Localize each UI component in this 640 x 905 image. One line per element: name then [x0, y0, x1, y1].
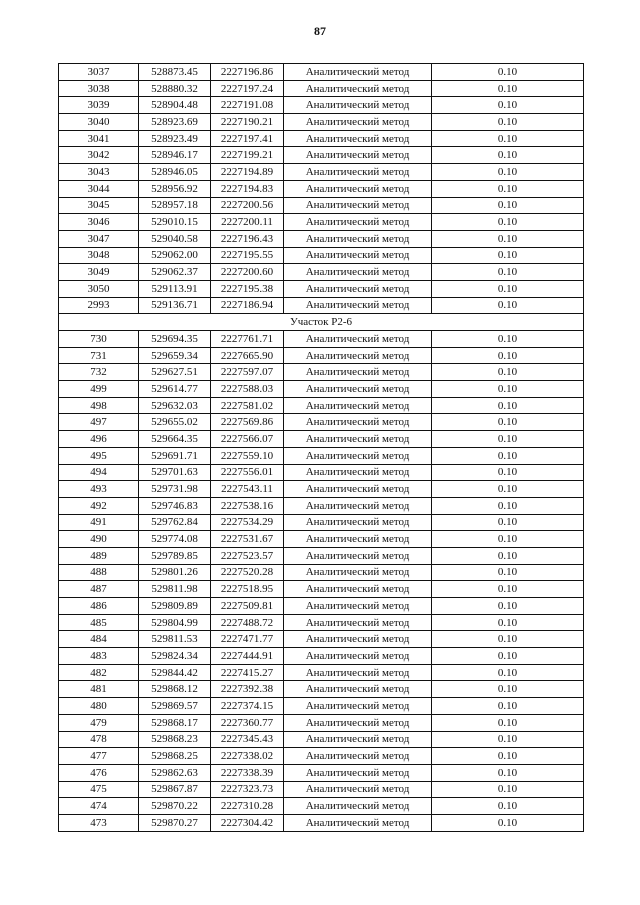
table-row — [59, 364, 584, 381]
point-number-cell: 479 — [59, 714, 139, 731]
x-coordinate-cell: 529010.15 — [139, 214, 211, 231]
y-coordinate-cell: 2227196.86 — [211, 64, 284, 81]
method-cell: Аналитический метод — [284, 497, 432, 514]
method-cell: Аналитический метод — [284, 364, 432, 381]
y-coordinate-cell: 2227197.24 — [211, 80, 284, 97]
accuracy-cell: 0.10 — [432, 631, 584, 648]
method-cell: Аналитический метод — [284, 397, 432, 414]
x-coordinate-cell: 528946.05 — [139, 164, 211, 181]
point-number-cell: 484 — [59, 631, 139, 648]
x-coordinate-cell: 529811.53 — [139, 631, 211, 648]
table-row — [59, 598, 584, 615]
x-coordinate-cell: 529774.08 — [139, 531, 211, 548]
accuracy-cell: 0.10 — [432, 297, 584, 314]
point-number-cell: 3050 — [59, 280, 139, 297]
method-cell: Аналитический метод — [284, 280, 432, 297]
table-row — [59, 164, 584, 181]
accuracy-cell: 0.10 — [432, 164, 584, 181]
table-row — [59, 748, 584, 765]
y-coordinate-cell: 2227194.83 — [211, 180, 284, 197]
method-cell: Аналитический метод — [284, 381, 432, 398]
x-coordinate-cell: 528923.69 — [139, 114, 211, 131]
point-number-cell: 732 — [59, 364, 139, 381]
x-coordinate-cell: 529804.99 — [139, 614, 211, 631]
method-cell: Аналитический метод — [284, 331, 432, 348]
y-coordinate-cell: 2227191.08 — [211, 97, 284, 114]
y-coordinate-cell: 2227200.60 — [211, 264, 284, 281]
y-coordinate-cell: 2227581.02 — [211, 397, 284, 414]
y-coordinate-cell: 2227338.39 — [211, 764, 284, 781]
accuracy-cell: 0.10 — [432, 397, 584, 414]
point-number-cell: 477 — [59, 748, 139, 765]
method-cell: Аналитический метод — [284, 714, 432, 731]
point-number-cell: 485 — [59, 614, 139, 631]
y-coordinate-cell: 2227509.81 — [211, 598, 284, 615]
accuracy-cell: 0.10 — [432, 431, 584, 448]
table-row — [59, 230, 584, 247]
y-coordinate-cell: 2227471.77 — [211, 631, 284, 648]
method-cell: Аналитический метод — [284, 681, 432, 698]
accuracy-cell: 0.10 — [432, 698, 584, 715]
x-coordinate-cell: 529113.91 — [139, 280, 211, 297]
x-coordinate-cell: 529868.25 — [139, 748, 211, 765]
point-number-cell: 3045 — [59, 197, 139, 214]
x-coordinate-cell: 529809.89 — [139, 598, 211, 615]
method-cell: Аналитический метод — [284, 648, 432, 665]
y-coordinate-cell: 2227310.28 — [211, 798, 284, 815]
table-row — [59, 447, 584, 464]
accuracy-cell: 0.10 — [432, 114, 584, 131]
accuracy-cell: 0.10 — [432, 264, 584, 281]
table-row — [59, 798, 584, 815]
point-number-cell: 731 — [59, 347, 139, 364]
table-row — [59, 297, 584, 314]
x-coordinate-cell: 529868.12 — [139, 681, 211, 698]
method-cell: Аналитический метод — [284, 230, 432, 247]
table-row — [59, 197, 584, 214]
method-cell: Аналитический метод — [284, 481, 432, 498]
x-coordinate-cell: 529801.26 — [139, 564, 211, 581]
point-number-cell: 478 — [59, 731, 139, 748]
method-cell: Аналитический метод — [284, 130, 432, 147]
method-cell: Аналитический метод — [284, 598, 432, 615]
point-number-cell: 493 — [59, 481, 139, 498]
x-coordinate-cell: 529614.77 — [139, 381, 211, 398]
y-coordinate-cell: 2227559.10 — [211, 447, 284, 464]
point-number-cell: 473 — [59, 814, 139, 831]
x-coordinate-cell: 529627.51 — [139, 364, 211, 381]
y-coordinate-cell: 2227543.11 — [211, 481, 284, 498]
point-number-cell: 481 — [59, 681, 139, 698]
y-coordinate-cell: 2227304.42 — [211, 814, 284, 831]
method-cell: Аналитический метод — [284, 64, 432, 81]
point-number-cell: 3039 — [59, 97, 139, 114]
point-number-cell: 475 — [59, 781, 139, 798]
method-cell: Аналитический метод — [284, 514, 432, 531]
y-coordinate-cell: 2227190.21 — [211, 114, 284, 131]
x-coordinate-cell: 528946.17 — [139, 147, 211, 164]
table-row — [59, 431, 584, 448]
y-coordinate-cell: 2227360.77 — [211, 714, 284, 731]
accuracy-cell: 0.10 — [432, 614, 584, 631]
table-row — [59, 397, 584, 414]
method-cell: Аналитический метод — [284, 264, 432, 281]
x-coordinate-cell: 529870.22 — [139, 798, 211, 815]
point-number-cell: 3048 — [59, 247, 139, 264]
method-cell: Аналитический метод — [284, 631, 432, 648]
accuracy-cell: 0.10 — [432, 514, 584, 531]
point-number-cell: 3044 — [59, 180, 139, 197]
table-row — [59, 214, 584, 231]
point-number-cell: 3042 — [59, 147, 139, 164]
table-row — [59, 264, 584, 281]
accuracy-cell: 0.10 — [432, 447, 584, 464]
y-coordinate-cell: 2227197.41 — [211, 130, 284, 147]
method-cell: Аналитический метод — [284, 698, 432, 715]
point-number-cell: 3038 — [59, 80, 139, 97]
y-coordinate-cell: 2227200.56 — [211, 197, 284, 214]
point-number-cell: 488 — [59, 564, 139, 581]
x-coordinate-cell: 529762.84 — [139, 514, 211, 531]
accuracy-cell: 0.10 — [432, 230, 584, 247]
table-row — [59, 664, 584, 681]
x-coordinate-cell: 529664.35 — [139, 431, 211, 448]
method-cell: Аналитический метод — [284, 664, 432, 681]
table-row — [59, 547, 584, 564]
y-coordinate-cell: 2227531.67 — [211, 531, 284, 548]
point-number-cell: 3046 — [59, 214, 139, 231]
y-coordinate-cell: 2227534.29 — [211, 514, 284, 531]
accuracy-cell: 0.10 — [432, 481, 584, 498]
accuracy-cell: 0.10 — [432, 798, 584, 815]
y-coordinate-cell: 2227556.01 — [211, 464, 284, 481]
table-row — [59, 114, 584, 131]
accuracy-cell: 0.10 — [432, 247, 584, 264]
x-coordinate-cell: 529040.58 — [139, 230, 211, 247]
y-coordinate-cell: 2227518.95 — [211, 581, 284, 598]
point-number-cell: 474 — [59, 798, 139, 815]
method-cell: Аналитический метод — [284, 347, 432, 364]
x-coordinate-cell: 529789.85 — [139, 547, 211, 564]
accuracy-cell: 0.10 — [432, 180, 584, 197]
point-number-cell: 483 — [59, 648, 139, 665]
y-coordinate-cell: 2227520.28 — [211, 564, 284, 581]
method-cell: Аналитический метод — [284, 564, 432, 581]
table-row — [59, 497, 584, 514]
point-number-cell: 3043 — [59, 164, 139, 181]
accuracy-cell: 0.10 — [432, 764, 584, 781]
x-coordinate-cell: 529824.34 — [139, 648, 211, 665]
x-coordinate-cell: 528923.49 — [139, 130, 211, 147]
point-number-cell: 3049 — [59, 264, 139, 281]
method-cell: Аналитический метод — [284, 180, 432, 197]
point-number-cell: 499 — [59, 381, 139, 398]
point-number-cell: 498 — [59, 397, 139, 414]
y-coordinate-cell: 2227200.11 — [211, 214, 284, 231]
coordinates-table-body — [59, 64, 584, 832]
point-number-cell: 492 — [59, 497, 139, 514]
x-coordinate-cell: 529694.35 — [139, 331, 211, 348]
method-cell: Аналитический метод — [284, 581, 432, 598]
accuracy-cell: 0.10 — [432, 748, 584, 765]
x-coordinate-cell: 529062.37 — [139, 264, 211, 281]
table-row — [59, 97, 584, 114]
x-coordinate-cell: 529868.23 — [139, 731, 211, 748]
accuracy-cell: 0.10 — [432, 364, 584, 381]
table-row — [59, 531, 584, 548]
method-cell: Аналитический метод — [284, 464, 432, 481]
y-coordinate-cell: 2227761.71 — [211, 331, 284, 348]
table-row — [59, 614, 584, 631]
method-cell: Аналитический метод — [284, 214, 432, 231]
x-coordinate-cell: 529862.63 — [139, 764, 211, 781]
accuracy-cell: 0.10 — [432, 598, 584, 615]
table-row — [59, 64, 584, 81]
x-coordinate-cell: 529867.87 — [139, 781, 211, 798]
x-coordinate-cell: 528873.45 — [139, 64, 211, 81]
table-row — [59, 714, 584, 731]
accuracy-cell: 0.10 — [432, 664, 584, 681]
point-number-cell: 495 — [59, 447, 139, 464]
point-number-cell: 487 — [59, 581, 139, 598]
accuracy-cell: 0.10 — [432, 731, 584, 748]
accuracy-cell: 0.10 — [432, 130, 584, 147]
method-cell: Аналитический метод — [284, 547, 432, 564]
accuracy-cell: 0.10 — [432, 564, 584, 581]
method-cell: Аналитический метод — [284, 748, 432, 765]
y-coordinate-cell: 2227488.72 — [211, 614, 284, 631]
table-row — [59, 481, 584, 498]
table-row — [59, 130, 584, 147]
table-row — [59, 698, 584, 715]
table-row — [59, 764, 584, 781]
y-coordinate-cell: 2227444.91 — [211, 648, 284, 665]
table-row — [59, 681, 584, 698]
y-coordinate-cell: 2227597.07 — [211, 364, 284, 381]
table-row — [59, 464, 584, 481]
x-coordinate-cell: 529701.63 — [139, 464, 211, 481]
y-coordinate-cell: 2227194.89 — [211, 164, 284, 181]
method-cell: Аналитический метод — [284, 297, 432, 314]
y-coordinate-cell: 2227196.43 — [211, 230, 284, 247]
y-coordinate-cell: 2227566.07 — [211, 431, 284, 448]
x-coordinate-cell: 528904.48 — [139, 97, 211, 114]
method-cell: Аналитический метод — [284, 731, 432, 748]
table-row — [59, 814, 584, 831]
table-row — [59, 80, 584, 97]
point-number-cell: 486 — [59, 598, 139, 615]
method-cell: Аналитический метод — [284, 798, 432, 815]
accuracy-cell: 0.10 — [432, 414, 584, 431]
section-title: Участок Р2-6 — [59, 314, 584, 331]
method-cell: Аналитический метод — [284, 781, 432, 798]
accuracy-cell: 0.10 — [432, 781, 584, 798]
accuracy-cell: 0.10 — [432, 714, 584, 731]
table-row — [59, 331, 584, 348]
accuracy-cell: 0.10 — [432, 497, 584, 514]
y-coordinate-cell: 2227345.43 — [211, 731, 284, 748]
point-number-cell: 482 — [59, 664, 139, 681]
point-number-cell: 3037 — [59, 64, 139, 81]
y-coordinate-cell: 2227323.73 — [211, 781, 284, 798]
x-coordinate-cell: 528956.92 — [139, 180, 211, 197]
x-coordinate-cell: 529844.42 — [139, 664, 211, 681]
point-number-cell: 491 — [59, 514, 139, 531]
method-cell: Аналитический метод — [284, 197, 432, 214]
method-cell: Аналитический метод — [284, 447, 432, 464]
accuracy-cell: 0.10 — [432, 214, 584, 231]
y-coordinate-cell: 2227588.03 — [211, 381, 284, 398]
table-row — [59, 581, 584, 598]
table-row — [59, 247, 584, 264]
method-cell: Аналитический метод — [284, 114, 432, 131]
table-row — [59, 381, 584, 398]
x-coordinate-cell: 529746.83 — [139, 497, 211, 514]
accuracy-cell: 0.10 — [432, 681, 584, 698]
table-row — [59, 781, 584, 798]
x-coordinate-cell: 529869.57 — [139, 698, 211, 715]
method-cell: Аналитический метод — [284, 764, 432, 781]
y-coordinate-cell: 2227415.27 — [211, 664, 284, 681]
y-coordinate-cell: 2227186.94 — [211, 297, 284, 314]
method-cell: Аналитический метод — [284, 97, 432, 114]
table-row — [59, 631, 584, 648]
table-row — [59, 731, 584, 748]
y-coordinate-cell: 2227199.21 — [211, 147, 284, 164]
y-coordinate-cell: 2227523.57 — [211, 547, 284, 564]
table-row — [59, 648, 584, 665]
accuracy-cell: 0.10 — [432, 648, 584, 665]
x-coordinate-cell: 528880.32 — [139, 80, 211, 97]
y-coordinate-cell: 2227569.86 — [211, 414, 284, 431]
accuracy-cell: 0.10 — [432, 331, 584, 348]
accuracy-cell: 0.10 — [432, 547, 584, 564]
table-row — [59, 280, 584, 297]
y-coordinate-cell: 2227338.02 — [211, 748, 284, 765]
method-cell: Аналитический метод — [284, 531, 432, 548]
x-coordinate-cell: 529691.71 — [139, 447, 211, 464]
accuracy-cell: 0.10 — [432, 80, 584, 97]
table-row — [59, 347, 584, 364]
method-cell: Аналитический метод — [284, 147, 432, 164]
point-number-cell: 496 — [59, 431, 139, 448]
point-number-cell: 3040 — [59, 114, 139, 131]
method-cell: Аналитический метод — [284, 164, 432, 181]
x-coordinate-cell: 529731.98 — [139, 481, 211, 498]
accuracy-cell: 0.10 — [432, 381, 584, 398]
point-number-cell: 3047 — [59, 230, 139, 247]
accuracy-cell: 0.10 — [432, 581, 584, 598]
section-header-row — [59, 314, 584, 331]
accuracy-cell: 0.10 — [432, 97, 584, 114]
table-row — [59, 414, 584, 431]
accuracy-cell: 0.10 — [432, 147, 584, 164]
y-coordinate-cell: 2227538.16 — [211, 497, 284, 514]
point-number-cell: 490 — [59, 531, 139, 548]
method-cell: Аналитический метод — [284, 414, 432, 431]
point-number-cell: 3041 — [59, 130, 139, 147]
accuracy-cell: 0.10 — [432, 280, 584, 297]
x-coordinate-cell: 529655.02 — [139, 414, 211, 431]
y-coordinate-cell: 2227195.38 — [211, 280, 284, 297]
coordinates-table — [58, 63, 584, 832]
point-number-cell: 489 — [59, 547, 139, 564]
y-coordinate-cell: 2227374.15 — [211, 698, 284, 715]
method-cell: Аналитический метод — [284, 431, 432, 448]
point-number-cell: 480 — [59, 698, 139, 715]
table-row — [59, 147, 584, 164]
x-coordinate-cell: 529062.00 — [139, 247, 211, 264]
x-coordinate-cell: 529659.34 — [139, 347, 211, 364]
x-coordinate-cell: 529136.71 — [139, 297, 211, 314]
y-coordinate-cell: 2227665.90 — [211, 347, 284, 364]
point-number-cell: 730 — [59, 331, 139, 348]
table-row — [59, 514, 584, 531]
method-cell: Аналитический метод — [284, 614, 432, 631]
x-coordinate-cell: 529870.27 — [139, 814, 211, 831]
table-row — [59, 180, 584, 197]
point-number-cell: 2993 — [59, 297, 139, 314]
table-row — [59, 564, 584, 581]
accuracy-cell: 0.10 — [432, 531, 584, 548]
point-number-cell: 494 — [59, 464, 139, 481]
accuracy-cell: 0.10 — [432, 197, 584, 214]
accuracy-cell: 0.10 — [432, 464, 584, 481]
y-coordinate-cell: 2227392.38 — [211, 681, 284, 698]
method-cell: Аналитический метод — [284, 80, 432, 97]
y-coordinate-cell: 2227195.55 — [211, 247, 284, 264]
x-coordinate-cell: 529811.98 — [139, 581, 211, 598]
method-cell: Аналитический метод — [284, 814, 432, 831]
point-number-cell: 497 — [59, 414, 139, 431]
page-number: 87 — [314, 24, 326, 38]
method-cell: Аналитический метод — [284, 247, 432, 264]
x-coordinate-cell: 529868.17 — [139, 714, 211, 731]
accuracy-cell: 0.10 — [432, 64, 584, 81]
x-coordinate-cell: 529632.03 — [139, 397, 211, 414]
accuracy-cell: 0.10 — [432, 814, 584, 831]
x-coordinate-cell: 528957.18 — [139, 197, 211, 214]
accuracy-cell: 0.10 — [432, 347, 584, 364]
point-number-cell: 476 — [59, 764, 139, 781]
